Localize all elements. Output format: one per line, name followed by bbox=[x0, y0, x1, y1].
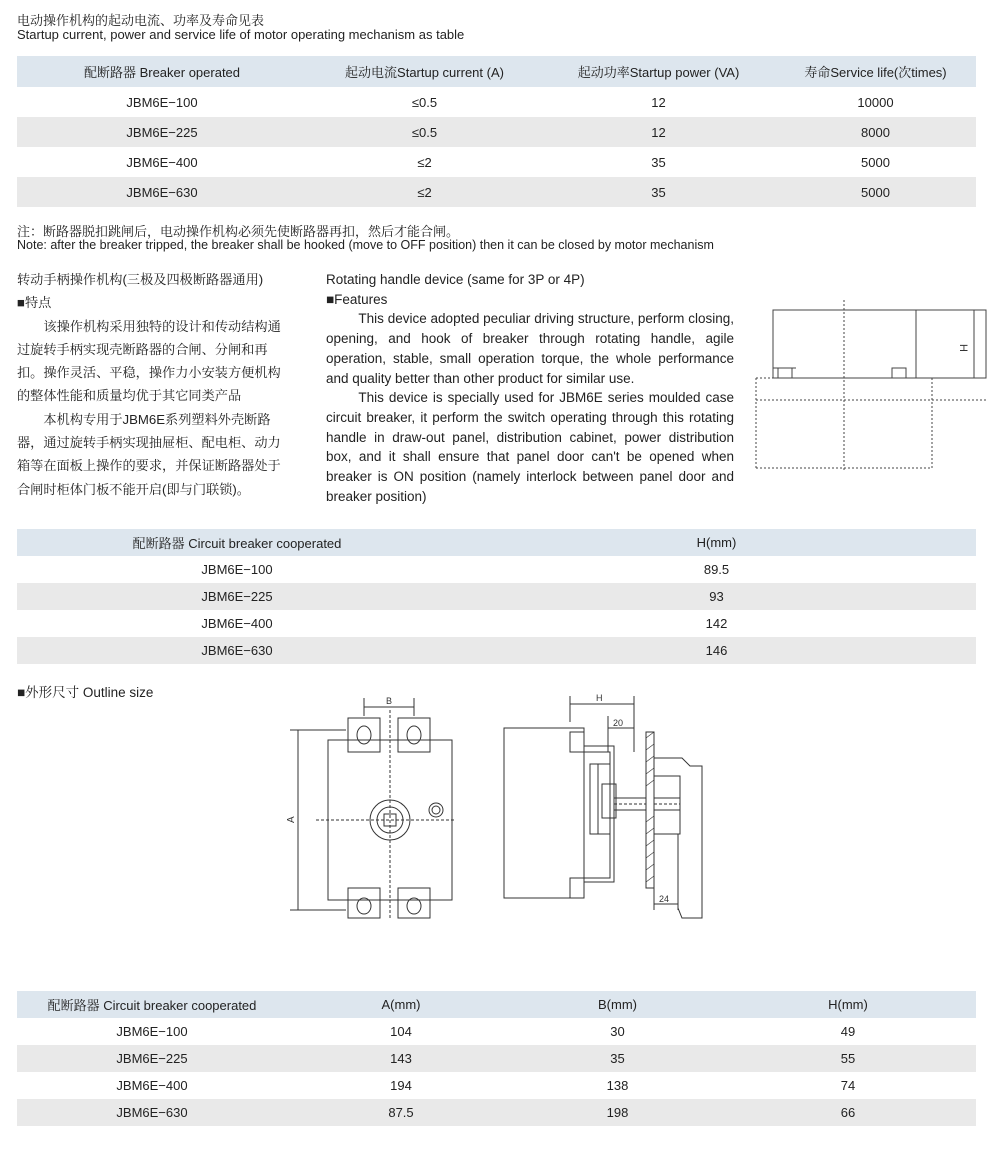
table-cell: 143 bbox=[390, 1051, 412, 1066]
table-cell: 146 bbox=[705, 643, 728, 658]
table-cell: ≤0.5 bbox=[411, 94, 438, 110]
table-cell: 12 bbox=[651, 94, 666, 110]
table-cell: 138 bbox=[606, 1078, 629, 1093]
table-cell: JBM6E−100 bbox=[116, 1024, 188, 1039]
table-cell: 5000 bbox=[861, 154, 890, 170]
table-cell: JBM6E−100 bbox=[201, 562, 273, 577]
table-cell: 93 bbox=[709, 589, 724, 604]
handle-height-table bbox=[17, 529, 976, 664]
dimension-label-24: 24 bbox=[659, 894, 670, 904]
startup-spec-table bbox=[17, 56, 976, 207]
column-header: B(mm) bbox=[598, 997, 637, 1012]
table-cell: ≤2 bbox=[417, 184, 432, 200]
table-header-row bbox=[17, 991, 976, 1018]
column-header: A(mm) bbox=[381, 997, 421, 1012]
table-cell: 89.5 bbox=[703, 562, 730, 577]
dimension-label-h: H bbox=[957, 344, 969, 352]
table-cell: 74 bbox=[840, 1078, 856, 1093]
table-cell: JBM6E−400 bbox=[201, 616, 273, 631]
note-en: Note: after the breaker tripped, the breaker shall be hooked (move to OFF position) then it can be closed by motor mechanism bbox=[17, 238, 714, 252]
note-cn: 注：断路器脱扣跳闸后，电动操作机构必须先使断路器再扣，然后才能合闸。 bbox=[17, 224, 460, 239]
outline-dimensions-table bbox=[17, 991, 976, 1126]
subsection-title-cn: 转动手柄操作机构(三极及四极断路器通用) bbox=[17, 272, 264, 287]
table-row bbox=[17, 147, 976, 177]
column-header: 配断路器 Circuit breaker cooperated bbox=[132, 536, 342, 551]
table-cell: JBM6E−630 bbox=[116, 1105, 188, 1120]
table-header-row bbox=[17, 56, 976, 87]
dimension-label-b: B bbox=[386, 696, 393, 706]
features-heading-cn: ■特点 bbox=[17, 295, 52, 311]
table-cell: 104 bbox=[390, 1024, 412, 1039]
table-cell: 10000 bbox=[857, 94, 894, 110]
paragraph-cn: 该操作机构采用独特的设计和传动结构通过旋转手柄实现壳断路器的合闸、分闸和再扣。操作灵活、平稳，操作力小安装方便机构的整体性能和质量均优于其它同类产品 bbox=[17, 318, 281, 404]
table-cell: 35 bbox=[610, 1051, 625, 1066]
table-cell: 12 bbox=[651, 124, 666, 140]
column-header: H(mm) bbox=[696, 535, 737, 550]
table-row bbox=[17, 1045, 976, 1072]
table-cell: JBM6E−225 bbox=[201, 589, 273, 604]
table-cell: JBM6E−400 bbox=[126, 154, 198, 170]
dimension-label-h: H bbox=[596, 693, 603, 703]
column-header: 寿命Service life(次times) bbox=[804, 65, 947, 80]
table-row bbox=[17, 610, 976, 637]
rotating-handle-description-cn bbox=[17, 268, 287, 501]
table-header-row bbox=[17, 529, 976, 556]
column-header: 起动功率Startup power (VA) bbox=[577, 65, 740, 80]
table-row bbox=[17, 583, 976, 610]
table-cell: JBM6E−630 bbox=[201, 643, 273, 658]
panel-mount-diagram bbox=[756, 296, 986, 472]
column-header: 配断路器 Breaker operated bbox=[83, 65, 241, 80]
table-cell: JBM6E−225 bbox=[126, 124, 198, 140]
table-row bbox=[17, 177, 976, 207]
section-title-cn: 电动操作机构的起动电流、功率及寿命见表 bbox=[17, 13, 265, 28]
table-cell: ≤2 bbox=[417, 154, 432, 170]
table-cell: 198 bbox=[606, 1105, 629, 1120]
table-cell: 35 bbox=[651, 154, 666, 170]
rotating-handle-description-en bbox=[326, 270, 734, 506]
table-cell: 5000 bbox=[861, 184, 890, 200]
features-heading-en: ■Features bbox=[326, 291, 388, 307]
table-row bbox=[17, 637, 976, 664]
column-header: H(mm) bbox=[828, 997, 868, 1012]
column-header: 起动电流Startup current (A) bbox=[345, 65, 504, 80]
table-cell: 8000 bbox=[861, 124, 890, 140]
table-cell: 194 bbox=[390, 1078, 412, 1093]
table-cell: JBM6E−400 bbox=[116, 1078, 188, 1093]
dimension-label-a: A bbox=[286, 816, 297, 823]
table-cell: 35 bbox=[651, 184, 666, 200]
column-header: 配断路器 Circuit breaker cooperated bbox=[47, 998, 257, 1013]
table-cell: 49 bbox=[840, 1024, 856, 1039]
dimension-label-20: 20 bbox=[613, 718, 624, 728]
table-row bbox=[17, 556, 976, 583]
table-cell: 87.5 bbox=[388, 1105, 414, 1120]
table-cell: 142 bbox=[705, 616, 728, 631]
outline-size-heading: ■外形尺寸 Outline size bbox=[17, 685, 154, 700]
table-row bbox=[17, 1099, 976, 1126]
paragraph-en: This device is specially used for JBM6E series moulded case circuit breaker, it perform the switch operating through this rotating handle in draw-out panel, distribution cabinet, power distribution box, and it shall ensure that panel door can't be opened when breaker is ON position (namely interlock between panel door and breaker position) bbox=[326, 390, 734, 504]
table-cell: ≤0.5 bbox=[411, 124, 438, 140]
table-row bbox=[17, 117, 976, 147]
paragraph-en: This device adopted peculiar driving structure, perform closing, opening, and hook of breaker through rotating handle, agile operation, stable, small operation torque, the whole performance and quality better than other product for similar use. bbox=[326, 311, 734, 386]
table-cell: JBM6E−630 bbox=[126, 184, 198, 200]
table-cell: JBM6E−225 bbox=[116, 1051, 188, 1066]
table-cell: 30 bbox=[610, 1024, 625, 1039]
subsection-title-en: Rotating handle device (same for 3P or 4P) bbox=[326, 272, 585, 287]
outline-side-view-diagram bbox=[498, 692, 718, 926]
table-cell: 55 bbox=[840, 1051, 856, 1066]
table-cell: JBM6E−100 bbox=[126, 94, 198, 110]
section-title-en: Startup current, power and service life of motor operating mechanism as table bbox=[17, 27, 465, 42]
table-cell: 66 bbox=[840, 1105, 856, 1120]
table-row bbox=[17, 1072, 976, 1099]
table-row bbox=[17, 87, 976, 117]
outline-front-view-diagram bbox=[286, 694, 456, 924]
paragraph-cn: 本机构专用于JBM6E系列塑料外壳断路器，通过旋转手柄实现抽屉柜、配电柜、动力箱等在面板上操作的要求，并保证断路器处于合闸时柜体门板不能开启(即与门联锁)。 bbox=[17, 411, 281, 497]
table-row bbox=[17, 1018, 976, 1045]
